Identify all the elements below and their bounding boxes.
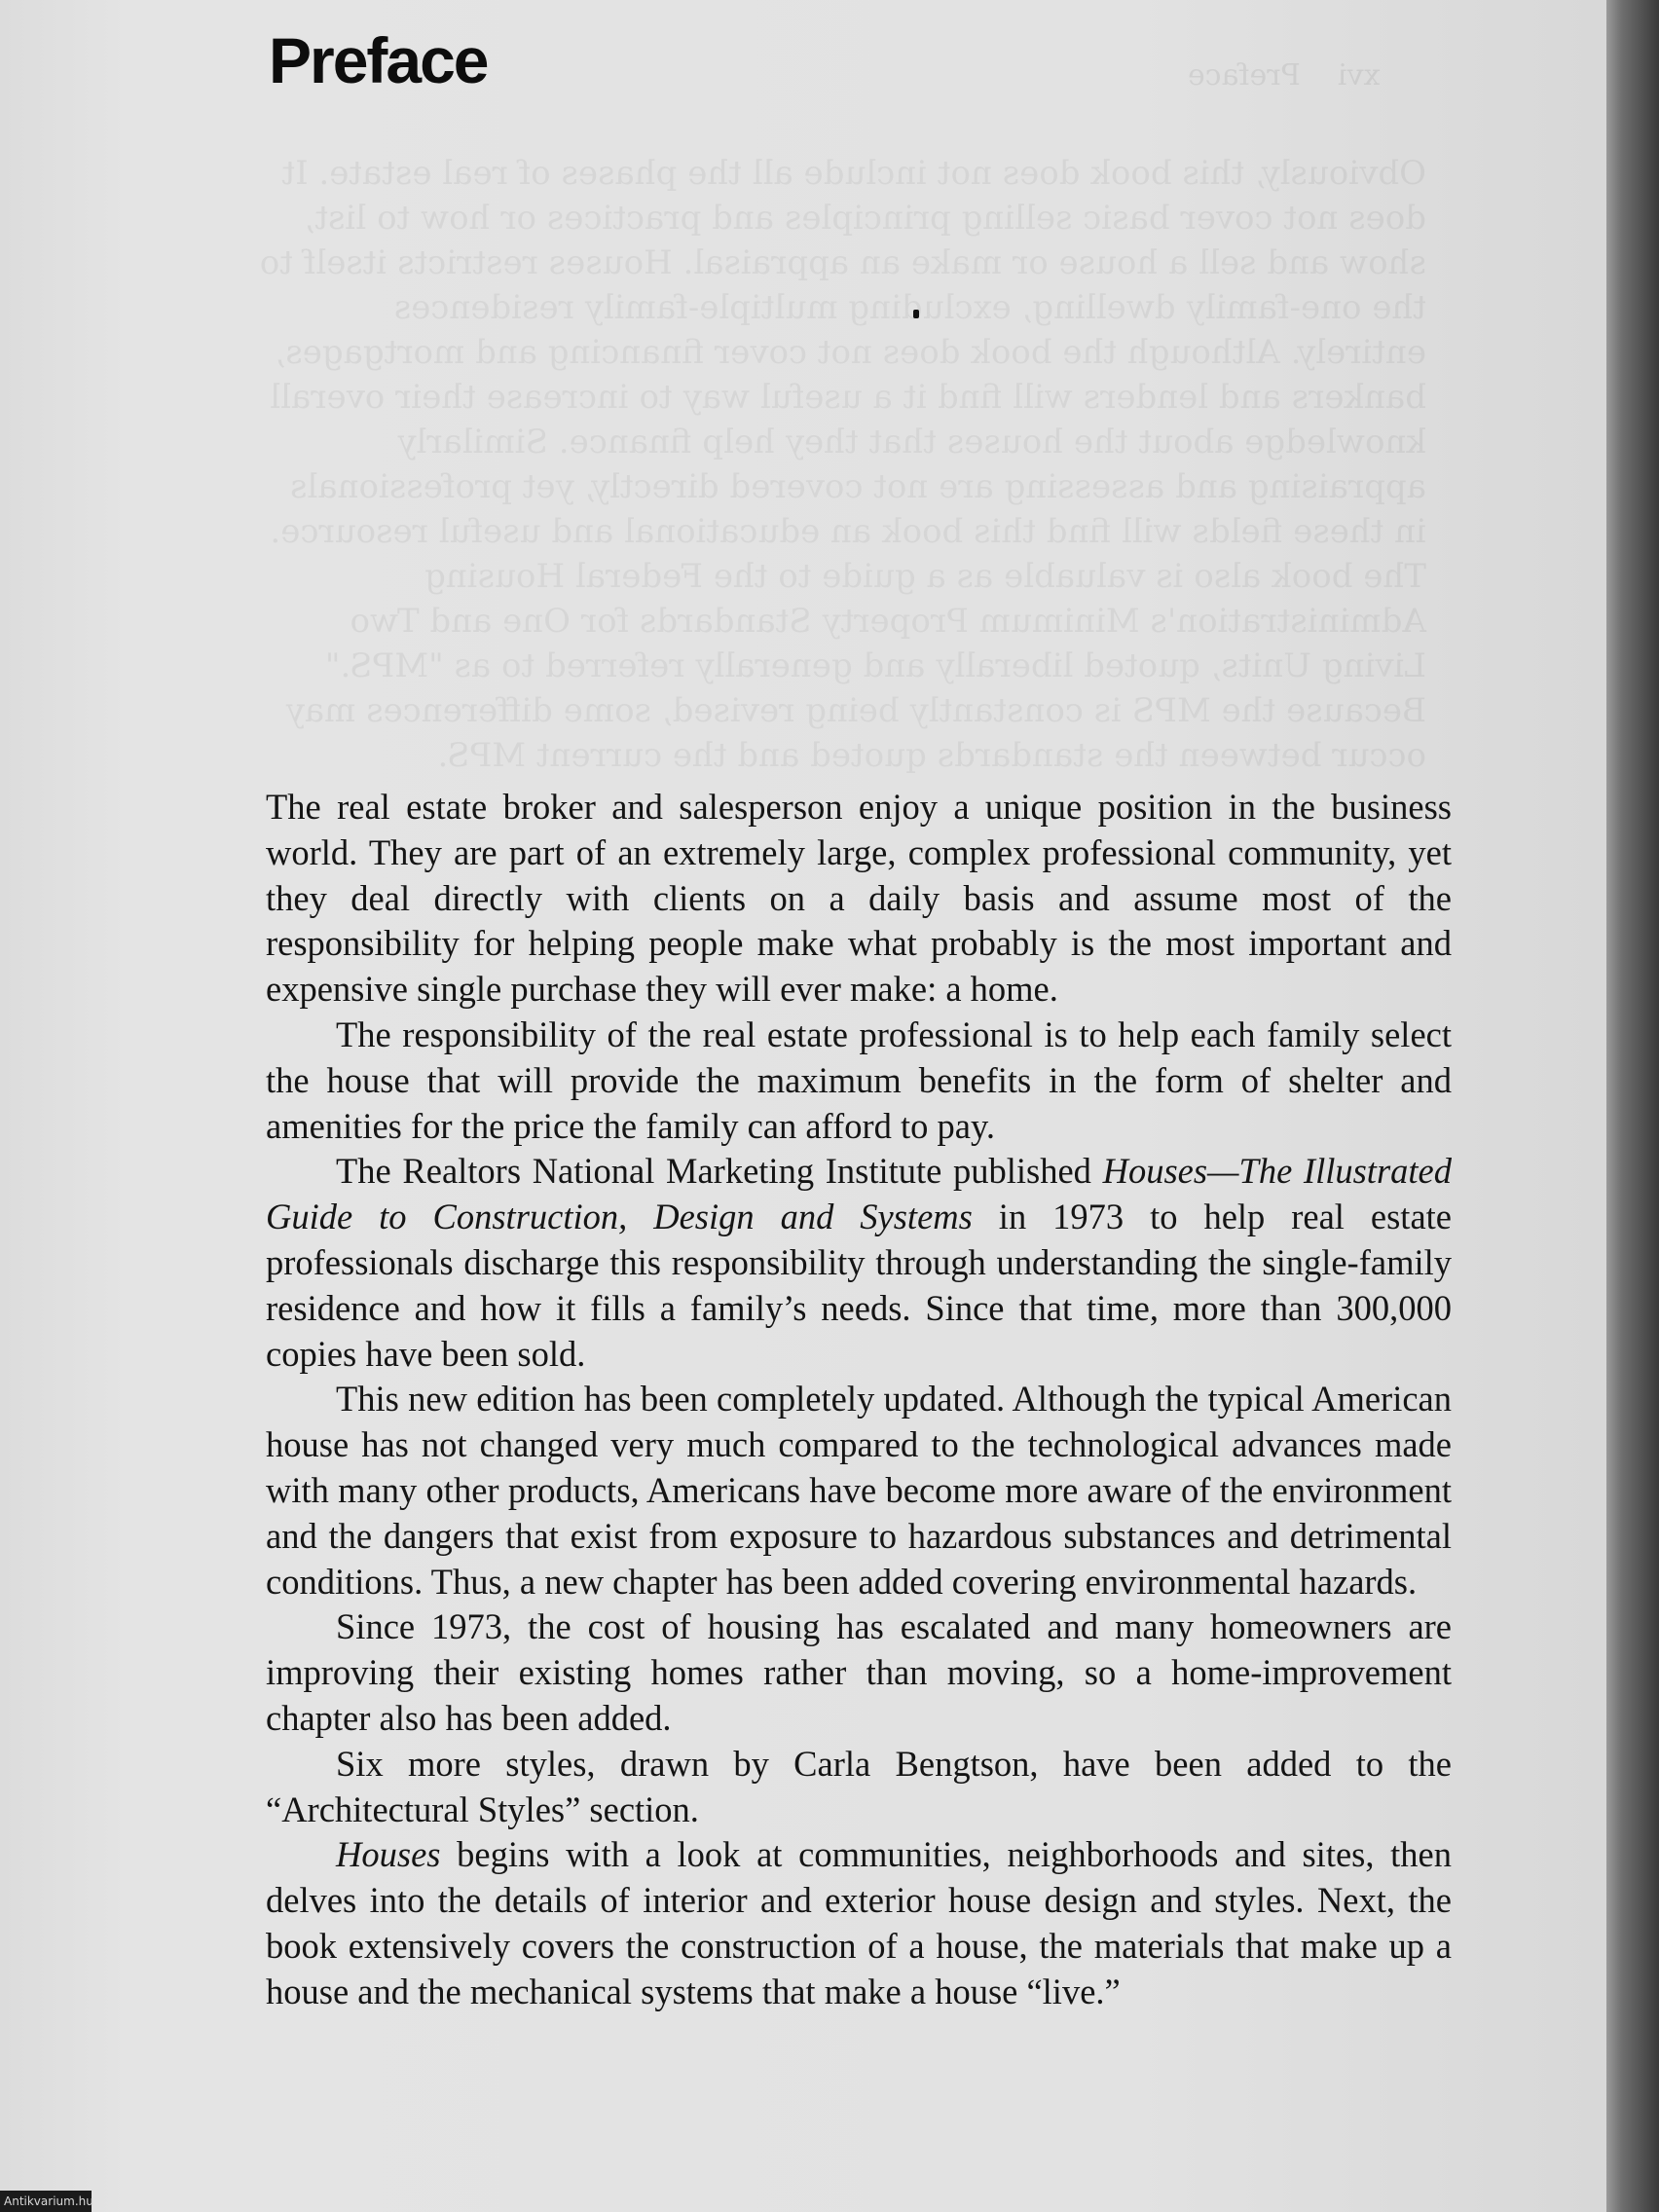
paragraph-7 <box>266 1832 1452 2014</box>
paragraph-3 <box>266 1149 1452 1377</box>
speck-mark <box>913 310 919 318</box>
page-title: Preface <box>269 24 488 96</box>
paragraph-7-rest: begins with a look at communities, neighborhoods and sites, then delves into the details of interior and exterior house design and styles. Next, the book extensively covers the construction of a house, the materials that make up a house and the mechanical systems that make a house “live.” <box>266 1834 1452 2011</box>
bleed-through-text: Obviously, this book does not include all the phases of real estate. It does not cover basic selling principles and practices or how to list, show and sell a house or make an appraisal. Houses restricts itself to the one-family dwelling, excluding multiple-family residences entirely. Although the book does not cover financing and mortgages, bankers and lenders will find it a useful way to increase their overall knowledge about the houses that they help finance. Similarly appraising and assessing are not covered directly, yet professionals in these fields will find this book an educational and useful resource. The book also is valuable as a guide to the Federal Housing Administration's Minimum Property Standards for One and Two Living Units, quoted liberally and generally referred to as "MPS." Because the MPS is constantly being revised, some differences may occur between the standards quoted and the current MPS. <box>259 154 1426 775</box>
page-edge-shadow <box>1606 0 1659 2212</box>
paragraph-4: This new edition has been completely updated. Although the typical American house has not changed very much compared to the technological advances made with many other products, Americans have become more aware of the environment and the dangers that exist from exposure to hazardous substances and detrimental conditions. Thus, a new chapter has been added covering environmental hazards. <box>266 1379 1452 1602</box>
book-title: Houses—The Illustrated Guide to Construction, Design and Systems <box>266 1151 1452 1237</box>
paragraph-3-rest: in 1973 to help real estate professionals discharge this responsibility through understanding the single-family residence and how it fills a family’s needs. Since that time, more than 300,000 copies have been sold. <box>266 1197 1452 1374</box>
watermark: Antikvarium.hu <box>0 2191 92 2212</box>
paragraph-2: The responsibility of the real estate professional is to help each family select the house that will provide the maximum benefits in the form of shelter and amenities for the price the family can afford to pay. <box>266 1014 1452 1146</box>
paragraph-5: Since 1973, the cost of housing has escalated and many homeowners are improving their existing homes rather than moving, so a home-improvement chapter also has been added. <box>266 1606 1452 1738</box>
paragraph-3-lead: The Realtors National Marketing Institute published <box>336 1151 1103 1192</box>
paragraph-6: Six more styles, drawn by Carla Bengtson, have been added to the “Architectural Styles” section. <box>266 1743 1452 1829</box>
bleed-through-header: xvi Preface <box>1188 58 1381 92</box>
paragraph-1: The real estate broker and salesperson enjoy a unique position in the business world. They are part of an extremely large, complex professional community, yet they deal directly with clients on a daily basis and assume most of the responsibility for helping people make what probably is the most important and expensive single purchase they will ever make: a home. <box>266 787 1452 1010</box>
book-title-short: Houses <box>336 1834 441 1875</box>
preface-body <box>266 785 1452 2015</box>
